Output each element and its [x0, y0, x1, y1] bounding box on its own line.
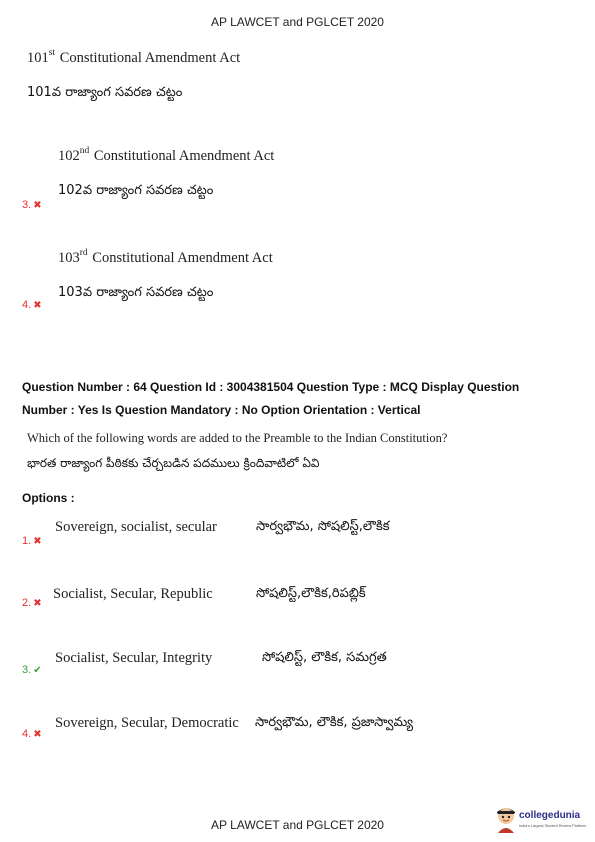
- page-header: AP LAWCET and PGLCET 2020: [211, 15, 384, 29]
- page-footer: AP LAWCET and PGLCET 2020: [211, 818, 384, 832]
- option-label: [22, 728, 42, 740]
- prev-option-en: [58, 250, 273, 267]
- prev-option-en: [58, 148, 274, 165]
- check-mark-icon: ✔: [33, 665, 42, 676]
- option-text-en: Sovereign, Secular, Democratic: [55, 715, 239, 731]
- question-meta-line: Question Number : 64 Question Id : 3004381504 Question Type : MCQ Display Question: [22, 380, 520, 394]
- amendment-suffix: st: [48, 48, 56, 58]
- option-label: [22, 535, 42, 547]
- option-text-en: Socialist, Secular, Integrity: [55, 650, 213, 666]
- option-number: 3.: [22, 664, 32, 676]
- option-text-en: Socialist, Secular, Republic: [53, 586, 213, 602]
- option-text-te: సార్వభౌమ, లౌకిక, ప్రజాస్వామ్య: [255, 715, 414, 730]
- amendment-number: 103: [58, 250, 80, 266]
- options-heading: Options :: [22, 491, 75, 505]
- option-text-te: సోషలిస్ట్,లౌకిక,రిపబ్లిక్: [256, 586, 366, 601]
- collegedunia-logo: [494, 805, 589, 837]
- amendment-number: 101: [27, 50, 49, 66]
- option-label: [22, 597, 42, 609]
- option-label: [22, 664, 42, 676]
- question-text-te: భారత రాజ్యాంగ పీఠికకు చేర్చబడిన పదములు క్రిందివాటిలో ఏవి: [27, 456, 320, 470]
- option-number: 1.: [22, 535, 32, 547]
- amendment-title: Constitutional Amendment Act: [88, 250, 273, 266]
- option-text-en: Sovereign, socialist, secular: [55, 519, 217, 535]
- option-label: [22, 199, 42, 211]
- option-label: [22, 299, 42, 311]
- question-text-en: Which of the following words are added to the Preamble to the Indian Constitution?: [27, 431, 448, 445]
- prev-option-te: 102వ రాజ్యాంగ సవరణ చట్టం: [58, 183, 214, 198]
- amendment-suffix: nd: [79, 146, 90, 156]
- prev-option-te: 101వ రాజ్యాంగ సవరణ చట్టం: [27, 85, 183, 100]
- option-number: 4.: [22, 728, 32, 740]
- prev-option-te: 103వ రాజ్యాంగ సవరణ చట్టం: [58, 285, 214, 300]
- amendment-title: Constitutional Amendment Act: [56, 50, 241, 66]
- option-number: 3.: [22, 199, 32, 211]
- mascot-icon: [494, 805, 518, 835]
- option-text-te: సోషలిస్ట్, లౌకిక, సమగ్రత: [262, 650, 387, 665]
- wrong-mark-icon: ✖: [33, 536, 42, 547]
- wrong-mark-icon: ✖: [33, 300, 42, 311]
- amendment-number: 102: [58, 148, 80, 164]
- wrong-mark-icon: ✖: [33, 200, 42, 211]
- amendment-title: Constitutional Amendment Act: [90, 148, 275, 164]
- logo-tagline: India's Largest Student Review Platform: [519, 824, 587, 828]
- option-number: 2.: [22, 597, 32, 609]
- wrong-mark-icon: ✖: [33, 598, 42, 609]
- option-number: 4.: [22, 299, 32, 311]
- logo-name: collegedunia: [519, 810, 581, 821]
- amendment-suffix: rd: [79, 248, 88, 258]
- question-meta-line: Number : Yes Is Question Mandatory : No Option Orientation : Vertical: [22, 403, 421, 417]
- option-text-te: సార్వభౌమ, సోషలిస్ట్,లౌకిక: [256, 519, 390, 534]
- prev-option-en: [27, 50, 240, 67]
- wrong-mark-icon: ✖: [33, 729, 42, 740]
